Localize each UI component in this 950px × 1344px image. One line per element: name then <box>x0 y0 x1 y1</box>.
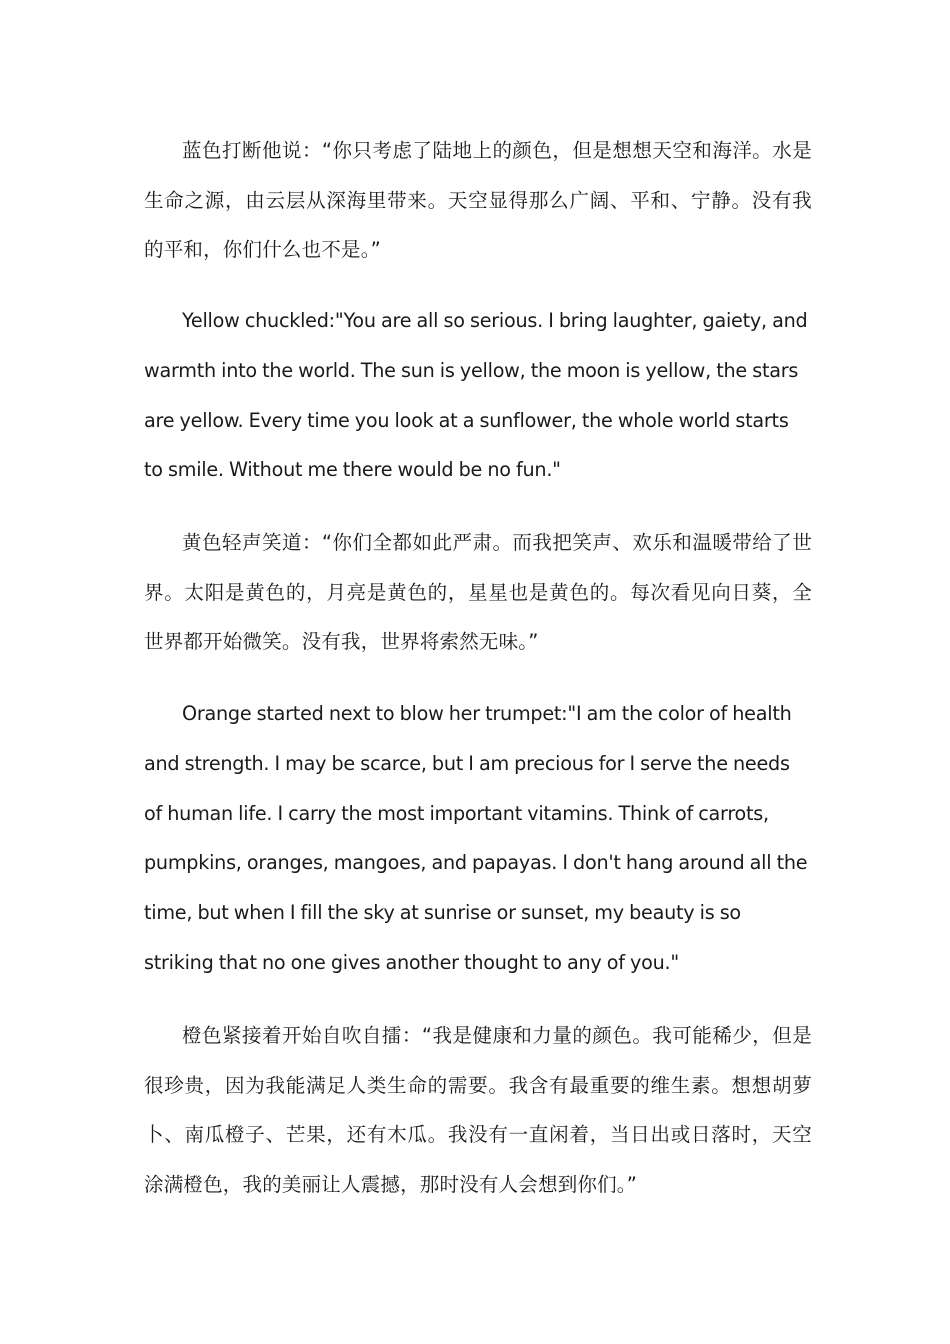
paragraph-yellow-chinese: 黄色轻声笑道：“你们全都如此严肃。而我把笑声、欢乐和温暖带给了世界。太阳是黄色的，月亮是黄色的，星星也是黄色的。每次看见向日葵，全世界都开始微笑。没有我，世界将索然无味。” <box>144 531 812 653</box>
paragraph-yellow-english: Yellow chuckled:"You are all so serious. I bring laughter, gaiety, and warmth into the world. The sun is yellow, the moon is yellow, the stars are yellow. Every time you look at a sunflower, the whole world starts to smile. Without me there would be no fun." <box>144 309 808 482</box>
paragraph-orange-english: Orange started next to blow her trumpet:"I am the color of health and strength. I may be scarce, but I am precious for I serve the needs of human life. I carry the most important vitamins. Think of carrots, pumpkins, oranges, mangoes, and papayas. I don't hang around all the time, but when I fill the sky at sunrise or sunset, my beauty is so striking that no one gives another thought to any of you." <box>144 702 808 974</box>
paragraph-blue-chinese: 蓝色打断他说：“你只考虑了陆地上的颜色，但是想想天空和海洋。水是生命之源，由云层从深海里带来。天空显得那么广阔、平和、宁静。没有我的平和，你们什么也不是。” <box>144 139 812 261</box>
paragraph-orange-chinese: 橙色紧接着开始自吹自擂：“我是健康和力量的颜色。我可能稀少，但是很珍贵，因为我能满足人类生命的需要。我含有最重要的维生素。想想胡萝卜、南瓜橙子、芒果，还有木瓜。我没有一直闲着，当日出或日落时，天空涂满橙色，我的美丽让人震撼，那时没有人会想到你们。” <box>144 1024 812 1196</box>
